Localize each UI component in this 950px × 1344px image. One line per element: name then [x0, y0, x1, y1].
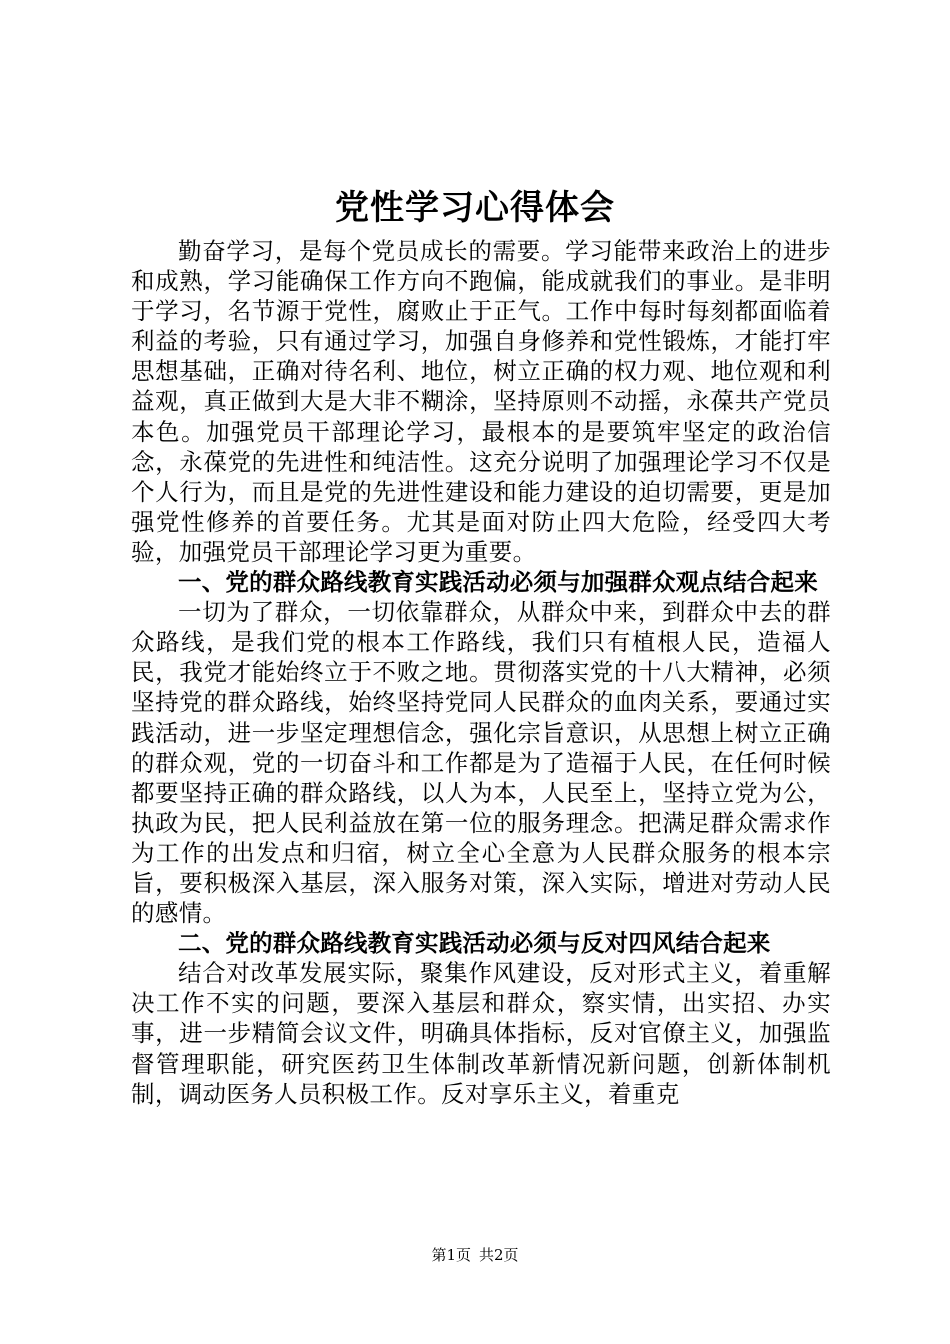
- section-2-paragraph: 结合对改革发展实际，聚集作风建设，反对形式主义，着重解决工作不实的问题，要深入基层和群众，察实情，出实招、办实事，进一步精简会议文件，明确具体指标，反对官僚主义，加强监督管理职能，研究医药卫生体制改革新情况新问题，创新体制机制，调动医务人员积极工作。反对享乐主义，着重克: [131, 959, 831, 1108]
- document-title: 党性学习心得体会: [335, 188, 615, 228]
- page-number-total: 共2页: [479, 1246, 519, 1264]
- document-body: [131, 236, 831, 1109]
- section-2-heading: 二、党的群众路线教育实践活动必须与反对四风结合起来: [178, 929, 771, 958]
- section-1-paragraph: 一切为了群众，一切依靠群众，从群众中来，到群众中去的群众路线，是我们党的根本工作路线，我们只有植根人民，造福人民，我党才能始终立于不败之地。贯彻落实党的十八大精神，必须坚持党的群众路线，始终坚持党同人民群众的血肉关系，要通过实践活动，进一步坚定理想信念，强化宗旨意识，从思想上树立正确的群众观，党的一切奋斗和工作都是为了造福于人民，在任何时候都要坚持正确的群众路线，以人为本，人民至上，坚持立党为公，执政为民，把人民利益放在第一位的服务理念。把满足群众需求作为工作的出发点和归宿，树立全心全意为人民群众服务的根本宗旨，要积极深入基层，深入服务对策，深入实际，增进对劳动人民的感情。: [131, 598, 831, 928]
- page-number-current: 第1页: [431, 1246, 471, 1264]
- page-footer: [0, 1245, 950, 1265]
- intro-paragraph: 勤奋学习，是每个党员成长的需要。学习能带来政治上的进步和成熟，学习能确保工作方向不跑偏，能成就我们的事业。是非明于学习，名节源于党性，腐败止于正气。工作中每时每刻都面临着利益的考验，只有通过学习，加强自身修养和党性锻炼，才能打牢思想基础，正确对待名利、地位，树立正确的权力观、地位观和利益观，真正做到大是大非不糊涂，坚持原则不动摇，永葆共产党员本色。加强党员干部理论学习，最根本的是要筑牢坚定的政治信念，永葆党的先进性和纯洁性。这充分说明了加强理论学习不仅是个人行为，而且是党的先进性建设和能力建设的迫切需要，更是加强党性修养的首要任务。尤其是面对防止四大危险，经受四大考验，加强党员干部理论学习更为重要。: [131, 237, 831, 566]
- section-1-heading: 一、党的群众路线教育实践活动必须与加强群众观点结合起来: [178, 568, 818, 597]
